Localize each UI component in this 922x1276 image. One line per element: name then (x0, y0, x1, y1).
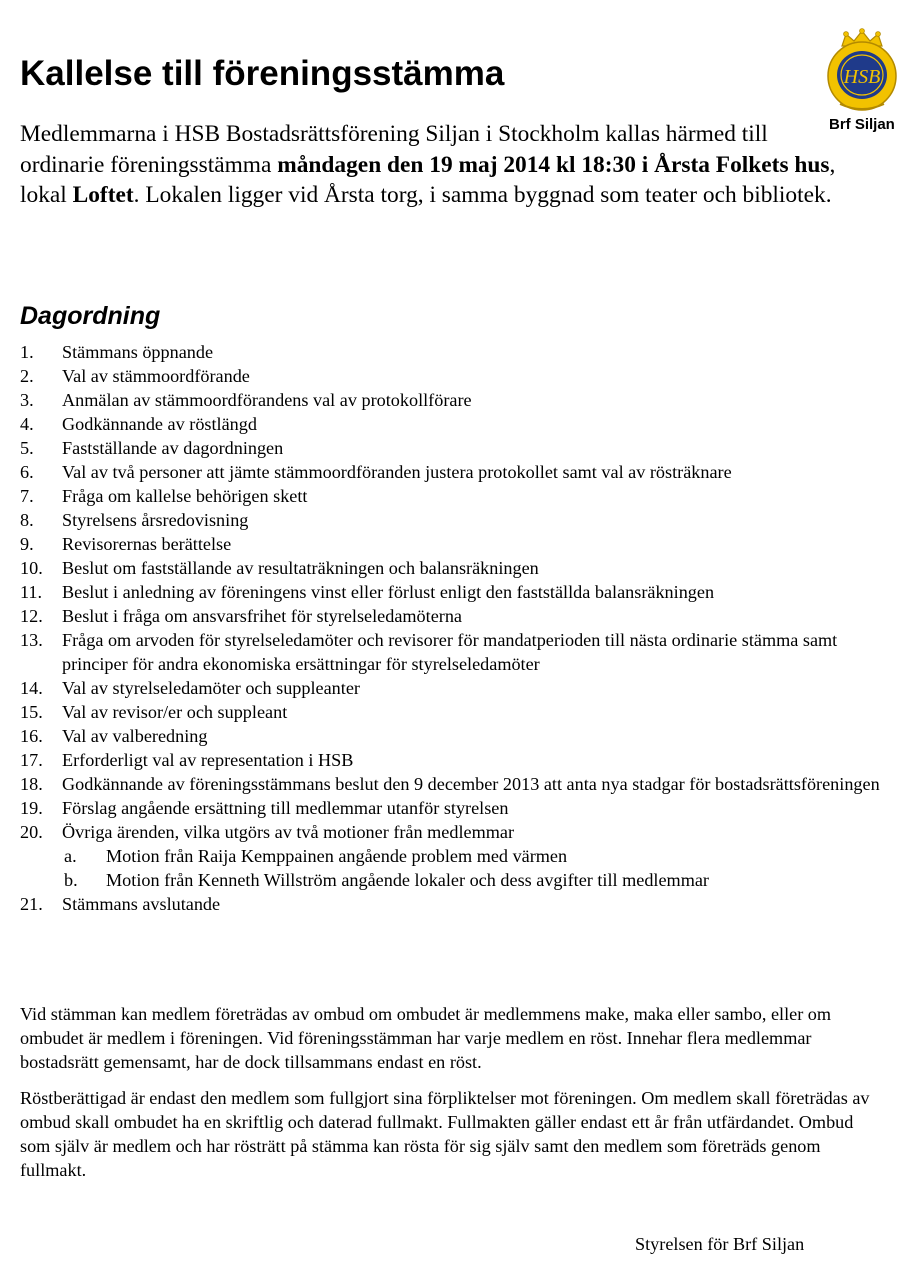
agenda-item: 21. Stämmans avslutande (20, 894, 221, 914)
agenda-item: 11. Beslut i anledning av föreningens vinst eller förlust enligt den fastställda balansräkningen (20, 582, 715, 602)
voting-paragraph: Röstberättigad är endast den medlem som fullgjort sina förpliktelser mot föreningen. Om medlem skall företrädas av ombud skall ombudet ha en skriftlig och daterad fullmakt. Fullmakten gäller endast ett år från utfärdandet. Ombud som själv är medlem och har rösträtt på stämma kan rösta för sig själv samt den medlem som företräds genom fullmakt. (20, 1088, 870, 1180)
agenda-item: 1. Stämmans öppnande (20, 342, 214, 362)
agenda-item: 5. Fastställande av dagordningen (20, 438, 284, 458)
hsb-logo (826, 28, 898, 114)
agenda-item: 2. Val av stämmoordförande (20, 366, 250, 386)
agenda-subitem: a. Motion från Raija Kemppainen angående problem med värmen (64, 846, 568, 866)
agenda-item: 7. Fråga om kallelse behörigen skett (20, 486, 308, 506)
agenda-item: 16. Val av valberedning (20, 726, 208, 746)
agenda-item: 17. Erforderligt val av representation i HSB (20, 750, 354, 770)
agenda-item: 18. Godkännande av föreningsstämmans beslut den 9 december 2013 att anta nya stadgar för bostadsrättsföreningen (20, 774, 880, 794)
agenda-list (20, 340, 900, 916)
agenda-item: 13. Fråga om arvoden för styrelseledamöter och revisorer för mandatperioden till nästa ordinarie stämma samt principer för andra ekonomiska ersättningar för styrelseledamöter (20, 630, 838, 674)
agenda-item: 14. Val av styrelseledamöter och suppleanter (20, 678, 360, 698)
proxy-paragraph: Vid stämman kan medlem företrädas av ombud om ombudet är medlemmens make, maka eller sambo, eller om ombudet är medlem i föreningen. Vid föreningsstämman har varje medlem en röst. Innehar flera medlemmar bostadsrätt gemensamt, har de dock tillsammans endast en röst. (20, 1004, 832, 1072)
agenda-item: 12. Beslut i fråga om ansvarsfrihet för styrelseledamöterna (20, 606, 462, 626)
agenda-subitem: b. Motion från Kenneth Willström angående lokaler och dess avgifter till medlemmar (64, 870, 709, 890)
logo-label: Brf Siljan (829, 116, 895, 133)
agenda-item: 20. Övriga ärenden, vilka utgörs av två motioner från medlemmar (20, 822, 515, 842)
agenda-item: 3. Anmälan av stämmoordförandens val av protokollförare (20, 390, 472, 410)
signature: Styrelsen för Brf Siljan (635, 1234, 805, 1254)
agenda-item: 9. Revisorernas berättelse (20, 534, 232, 554)
intro-paragraph: Medlemmarna i HSB Bostadsrättsförening Siljan i Stockholm kallas härmed till ordinarie föreningsstämma måndagen den 19 maj 2014 kl 18:30 i Årsta Folkets hus, lokal Loftet. Lokalen ligger vid Årsta torg, i samma byggnad som teater och bibliotek. (20, 121, 836, 208)
agenda-item: 8. Styrelsens årsredovisning (20, 510, 249, 530)
agenda-item: 19. Förslag angående ersättning till medlemmar utanför styrelsen (20, 798, 509, 818)
agenda-item: 6. Val av två personer att jämte stämmoordföranden justera protokollet samt val av rösträknare (20, 462, 732, 482)
agenda-item: 4. Godkännande av röstlängd (20, 414, 257, 434)
page-title: Kallelse till föreningsstämma (20, 54, 505, 93)
agenda-item: 10. Beslut om fastställande av resultaträkningen och balansräkningen (20, 558, 539, 578)
agenda-item: 15. Val av revisor/er och suppleant (20, 702, 288, 722)
svg-text:HSB: HSB (843, 66, 881, 88)
agenda-heading: Dagordning (20, 302, 161, 330)
